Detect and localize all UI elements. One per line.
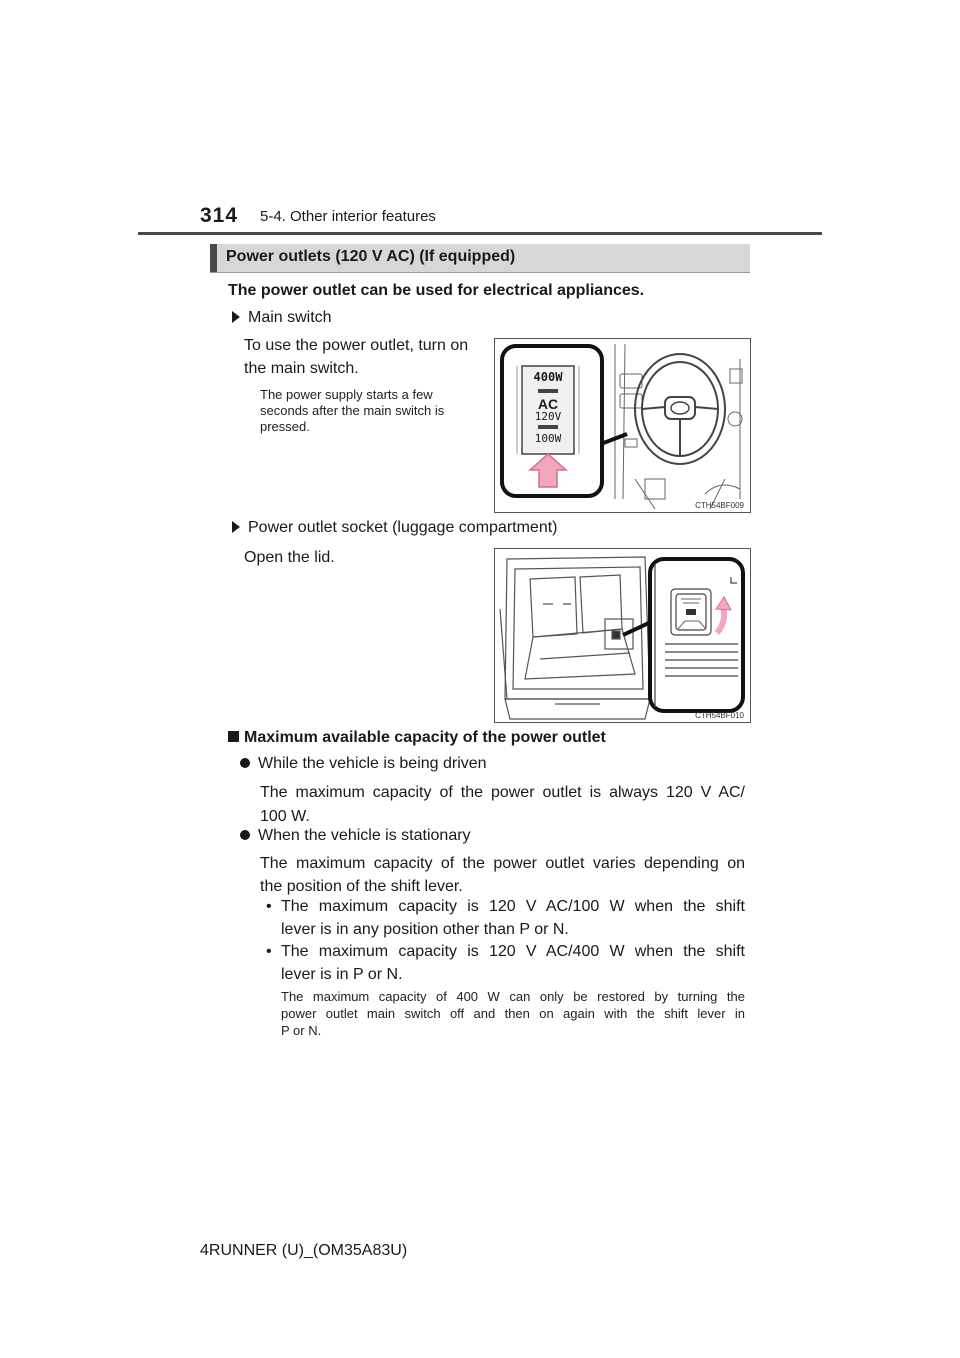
socket-figure (494, 548, 751, 723)
capacity-note-3: P or N. (281, 1023, 322, 1038)
section-title: Power outlets (120 V AC) (If equipped) (226, 248, 516, 265)
socket-heading-text: Power outlet socket (luggage compartment) (248, 519, 558, 536)
main-switch-figure (494, 338, 751, 513)
main-switch-illustration (495, 339, 750, 512)
main-switch-instruction-1: To use the power outlet, turn on (244, 337, 469, 354)
main-switch-note-3: pressed. (260, 419, 310, 434)
bullet2-text-1: The maximum capacity is 120 V AC/400 W when the shift (281, 943, 745, 960)
stationary-text-2: the position of the shift lever. (260, 878, 463, 895)
title-underline (210, 272, 750, 273)
switch-label-120v: 120V (534, 410, 562, 423)
triangle-bullet-icon (232, 311, 240, 323)
dot-bullet-icon (240, 758, 250, 768)
title-accent (210, 244, 217, 272)
header-rule (138, 232, 822, 235)
main-switch-instruction-2: the main switch. (244, 360, 359, 377)
capacity-note-1: The maximum capacity of 400 W can only be restored by turning the (281, 989, 745, 1004)
driven-heading-text: While the vehicle is being driven (258, 755, 487, 772)
page-number: 314 (200, 204, 239, 227)
bullet2-text-2: lever is in P or N. (281, 966, 403, 983)
square-bullet-icon (228, 731, 239, 742)
bullet1-text-1: The maximum capacity is 120 V AC/100 W when the shift (281, 898, 745, 915)
bullet-marker-2: • (266, 943, 272, 960)
capacity-note-2: power outlet main switch off and then on again with the shift lever in (281, 1006, 745, 1021)
luggage-compartment-illustration (495, 549, 750, 722)
section-label: 5-4. Other interior features (260, 208, 436, 225)
triangle-bullet-icon (232, 521, 240, 533)
figure-caption: CTH54BF009 (695, 501, 744, 510)
socket-heading (232, 516, 557, 540)
main-switch-note-2: seconds after the main switch is (260, 403, 445, 418)
stationary-heading (240, 824, 471, 848)
switch-label-100w: 100W (534, 432, 562, 445)
main-switch-note-1: The power supply starts a few (260, 387, 433, 402)
driven-heading (240, 752, 487, 776)
switch-label-ac: AC (537, 396, 559, 412)
capacity-heading (228, 729, 606, 747)
switch-label-400w: 400W (533, 370, 563, 384)
bullet1-text-2: lever is in any position other than P or N. (281, 921, 569, 938)
figure-caption: CTH54BF010 (695, 711, 744, 720)
driven-text-2: 100 W. (260, 808, 310, 825)
main-switch-heading (232, 306, 332, 330)
driven-text-1: The maximum capacity of the power outlet is always 120 V AC/ (260, 784, 745, 801)
section-title-bar (210, 244, 750, 272)
stationary-text-1: The maximum capacity of the power outlet varies depending on (260, 855, 745, 872)
capacity-heading-text: Maximum available capacity of the power outlet (244, 729, 606, 746)
dot-bullet-icon (240, 830, 250, 840)
intro-text: The power outlet can be used for electrical appliances. (228, 282, 645, 299)
socket-instruction: Open the lid. (244, 549, 335, 566)
main-switch-heading-text: Main switch (248, 309, 332, 326)
bullet-marker-1: • (266, 898, 272, 915)
stationary-heading-text: When the vehicle is stationary (258, 827, 471, 844)
footer-model-code: 4RUNNER (U)_(OM35A83U) (200, 1242, 408, 1259)
